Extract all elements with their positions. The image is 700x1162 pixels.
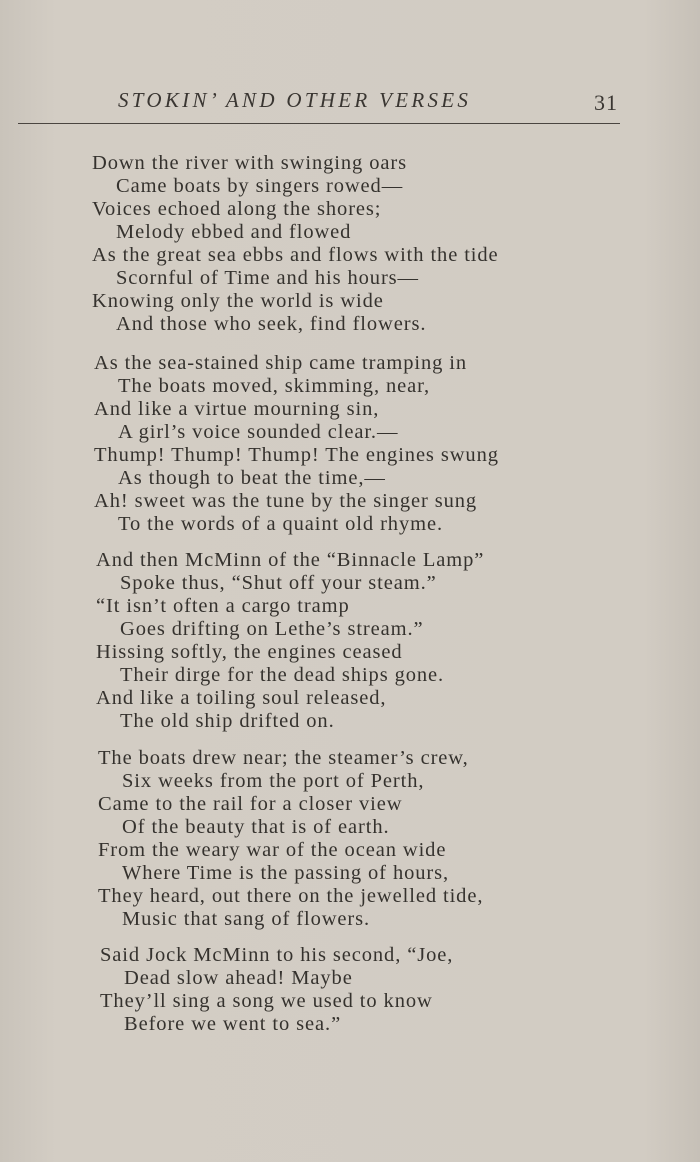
poem-line: Scornful of Time and his hours— [116, 267, 419, 289]
poem-line: Music that sang of flowers. [122, 908, 371, 930]
running-title: STOKIN’ AND OTHER VERSES [118, 88, 472, 112]
poem-line: Knowing only the world is wide [92, 290, 384, 312]
poem-line: Hissing softly, the engines ceased [96, 641, 403, 663]
poem-line: Came boats by singers rowed— [116, 175, 404, 197]
poem-line: Dead slow ahead! Maybe [124, 967, 353, 989]
stanza-2 [94, 352, 499, 536]
poem-line: Their dirge for the dead ships gone. [120, 664, 445, 686]
poem-line: The boats drew near; the steamer’s crew, [98, 747, 469, 769]
poem-line: “It isn’t often a cargo tramp [96, 595, 350, 617]
page-number: 31 [594, 90, 618, 115]
page-header [0, 0, 700, 130]
poem-line: As though to beat the time,— [118, 467, 386, 489]
poem-line: Down the river with swinging oars [92, 152, 407, 174]
poem-line: Said Jock McMinn to his second, “Joe, [100, 944, 454, 966]
poem-line: Where Time is the passing of hours, [122, 862, 450, 884]
poem-line: The old ship drifted on. [120, 710, 335, 732]
poem-line: They heard, out there on the jewelled tide, [98, 885, 484, 907]
poem-line: Before we went to sea.” [124, 1013, 342, 1035]
poem-line: A girl’s voice sounded clear.— [118, 421, 399, 443]
stanza-4 [98, 747, 483, 931]
poem-line: Six weeks from the port of Perth, [122, 770, 425, 792]
poem-line: From the weary war of the ocean wide [98, 839, 447, 861]
poem-line: Melody ebbed and flowed [116, 221, 352, 243]
poem-line: To the words of a quaint old rhyme. [118, 513, 443, 535]
poem-line: Goes drifting on Lethe’s stream.” [120, 618, 424, 640]
header-rule [18, 123, 620, 124]
stanza-3 [96, 549, 484, 733]
stanza-1 [92, 152, 499, 336]
poem-line: They’ll sing a song we used to know [100, 990, 433, 1012]
poem-line: And those who seek, find flowers. [116, 313, 427, 335]
poem-line: As the sea-stained ship came tramping in [94, 352, 468, 374]
poem-line: Ah! sweet was the tune by the singer sung [94, 490, 478, 512]
poem-line: Spoke thus, “Shut off your steam.” [120, 572, 437, 594]
poem-line: Voices echoed along the shores; [92, 198, 382, 220]
poem-line: And like a virtue mourning sin, [94, 398, 380, 420]
poem-line: Came to the rail for a closer view [98, 793, 403, 815]
poem-line: Thump! Thump! Thump! The engines swung [94, 444, 499, 466]
poem-line: The boats moved, skimming, near, [118, 375, 431, 397]
stanza-5 [100, 944, 453, 1036]
poem-line: As the great sea ebbs and flows with the tide [92, 244, 499, 266]
poem-line: And like a toiling soul released, [96, 687, 387, 709]
poem-line: And then McMinn of the “Binnacle Lamp” [96, 549, 485, 571]
poem-line: Of the beauty that is of earth. [122, 816, 390, 838]
